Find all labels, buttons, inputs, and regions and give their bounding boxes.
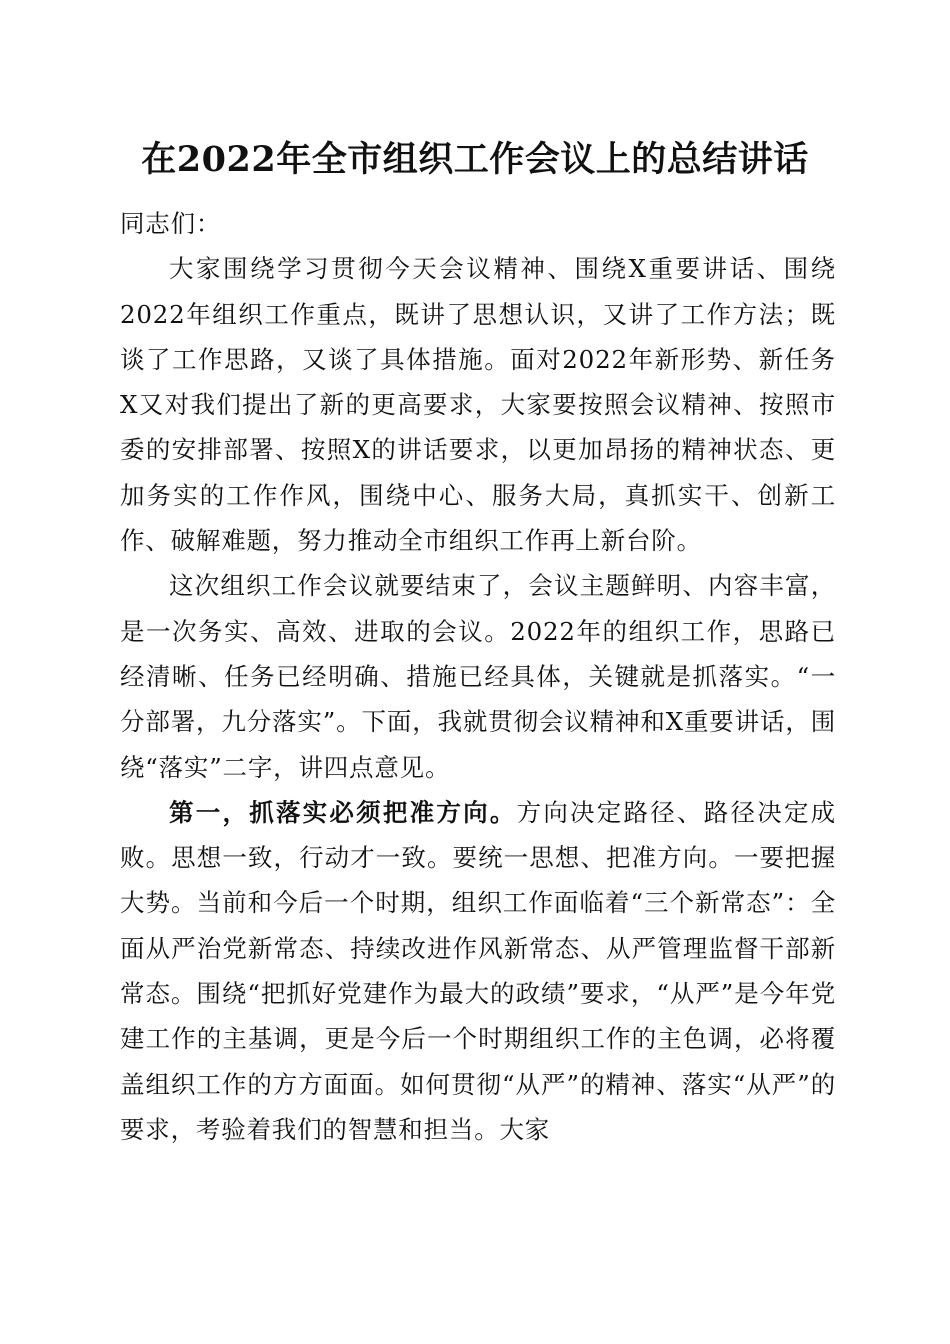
document-title: 在2022年全市组织工作会议上的总结讲话: [141, 139, 809, 180]
salutation: 同志们：: [120, 209, 222, 238]
paragraph-3: [120, 790, 836, 1152]
paragraph-3-text: 方向决定路径、路径决定成败。思想一致，行动才一致。要统一思想、把准方向。一要把握大势。当前和今后一个时期，组织工作面临着“三个新常态”：全面从严治党新常态、持续改进作风新常态、从严管理监督干部新常态。围绕“把抓好党建作为最大的政绩”要求，“从严”是今年党建工作的主基调，更是今后一个时期组织工作的主色调，必将覆盖组织工作的方方面面。如何贯彻“从严”的精神、落实“从严”的要求，考验着我们的智慧和担当。大家: [120, 797, 836, 1144]
document-body: [120, 201, 836, 1152]
paragraph-3-lead: 第一，抓落实必须把准方向。: [169, 797, 517, 827]
paragraph-2: 这次组织工作会议就要结束了，会议主题鲜明、内容丰富，是一次务实、高效、进取的会议。2022年的组织工作，思路已经清晰、任务已经明确、措施已经具体，关键就是抓落实。“一分部署，九分落实”。下面，我就贯彻会议精神和X重要讲话，围绕“落实”二字，讲四点意见。: [120, 571, 837, 782]
paragraph-1: 大家围绕学习贯彻今天会议精神、围绕X重要讲话、围绕2022年组织工作重点，既讲了思想认识，又讲了工作方法；既谈了工作思路，又谈了具体措施。面对2022年新形势、新任务X又对我们提出了新的更高要求，大家要按照会议精神、按照市委的安排部署、按照X的讲话要求，以更加昂扬的精神状态、更加务实的工作作风，围绕中心、服务大局，真抓实干、创新工作、破解难题，努力推动全市组织工作再上新台阶。: [120, 254, 836, 556]
